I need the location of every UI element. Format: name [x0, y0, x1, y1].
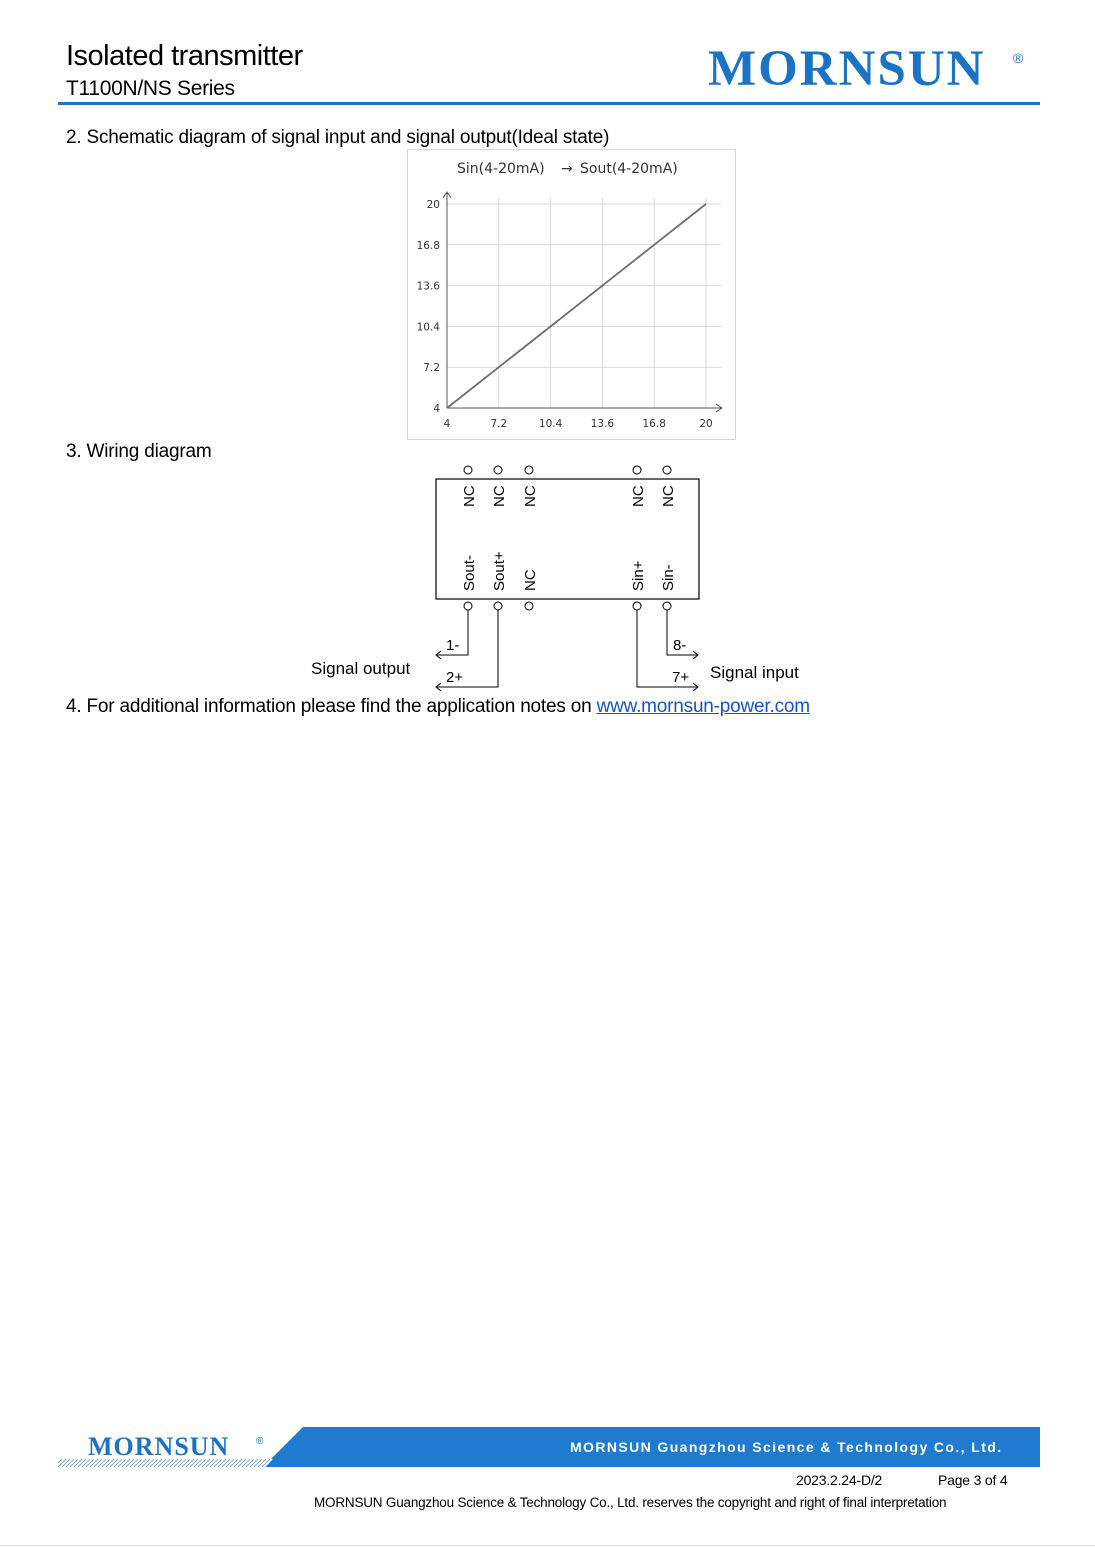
chart-y-tick-label: 7.2 [423, 362, 440, 375]
chart-y-tick-label: 13.6 [416, 280, 440, 293]
chart-x-tick-label: 4 [443, 418, 451, 430]
top-pin-label: NC [630, 485, 647, 507]
registered-mark: ® [1013, 50, 1024, 66]
signal-output-label: Signal output [311, 659, 411, 678]
info-text: 4. For additional information please find the application notes on [66, 696, 597, 717]
section-wiring-title: 3. Wiring diagram [66, 441, 212, 462]
wiring-diagram-svg [300, 455, 840, 695]
document-series: T1100N/NS Series [66, 77, 235, 100]
header-divider [58, 102, 1040, 105]
chart-x-tick-label: 20 [699, 418, 713, 430]
bottom-pin-circle [525, 602, 533, 610]
top-pin-circle [494, 466, 502, 474]
top-pin-circle [633, 466, 641, 474]
chart-y-tick-label: 20 [426, 199, 440, 211]
page-bottom-rule [0, 1545, 1095, 1546]
footer-registered-mark: ® [256, 1436, 264, 1447]
section-info [66, 696, 810, 718]
bottom-pin-label-sout-neg: Sout- [461, 555, 478, 591]
input-pos-label: 7+ [672, 669, 690, 686]
chart-y-tick-label: 10.4 [416, 321, 440, 334]
bottom-pin-circle [663, 602, 671, 610]
input-neg-label: 8- [673, 637, 687, 654]
top-pin-label: NC [522, 485, 539, 507]
bottom-pin-label-nc: NC [522, 569, 539, 591]
top-pin-label: NC [660, 485, 677, 507]
chart-series-line [447, 204, 706, 408]
signal-chart [407, 149, 736, 440]
website-link[interactable]: www.mornsun-power.com [596, 696, 810, 717]
top-pin-circle [663, 466, 671, 474]
chart-series [447, 204, 706, 408]
bottom-pin-circle [494, 602, 502, 610]
top-pin-label: NC [461, 485, 478, 507]
bottom-pin-label-sout-pos: Sout+ [491, 551, 508, 591]
signal-chart-svg [408, 150, 735, 439]
footer-version: 2023.2.24-D/2 [796, 1472, 883, 1488]
footer-mornsun-logo: MORNSUN [88, 1432, 230, 1461]
chart-x-tick-label: 10.4 [538, 418, 563, 430]
top-pin-circle [525, 466, 533, 474]
chart-x-tick-label: 7.2 [490, 418, 508, 430]
chart-title-input: Sin(4-20mA) [457, 161, 545, 177]
chart-y-tick-label: 4 [433, 403, 440, 415]
section-schematic-title: 2. Schematic diagram of signal input and signal output(Ideal state) [66, 127, 610, 148]
output-pos-label: 2+ [446, 669, 464, 686]
chart-title-output: Sout(4-20mA) [580, 161, 678, 177]
output-neg-label: 1- [446, 637, 460, 654]
bottom-pin-circle [464, 602, 472, 610]
document-title: Isolated transmitter [66, 40, 303, 72]
footer-company-name: MORNSUN Guangzhou Science & Technology Co., Ltd. [570, 1439, 1003, 1455]
signal-input-label: Signal input [710, 663, 799, 682]
chart-x-tick-label: 16.8 [642, 418, 666, 430]
top-pin-circle [464, 466, 472, 474]
bottom-pin-circle [633, 602, 641, 610]
footer-copyright: MORNSUN Guangzhou Science & Technology Co., Ltd. reserves the copyright and right of final interpretation [314, 1495, 947, 1510]
chart-y-tick-label: 16.8 [416, 239, 440, 252]
chart-x-tick-label: 13.6 [590, 418, 615, 430]
chart-title-arrow: → [561, 161, 573, 177]
bottom-pin-label-sin-pos: Sin+ [630, 560, 647, 591]
wiring-diagram [300, 455, 840, 700]
top-pin-label: NC [491, 485, 508, 507]
bottom-pin-label-sin-neg: Sin- [660, 564, 677, 591]
mornsun-logo: MORNSUN [708, 41, 986, 97]
footer-page-number: Page 3 of 4 [938, 1472, 1008, 1488]
